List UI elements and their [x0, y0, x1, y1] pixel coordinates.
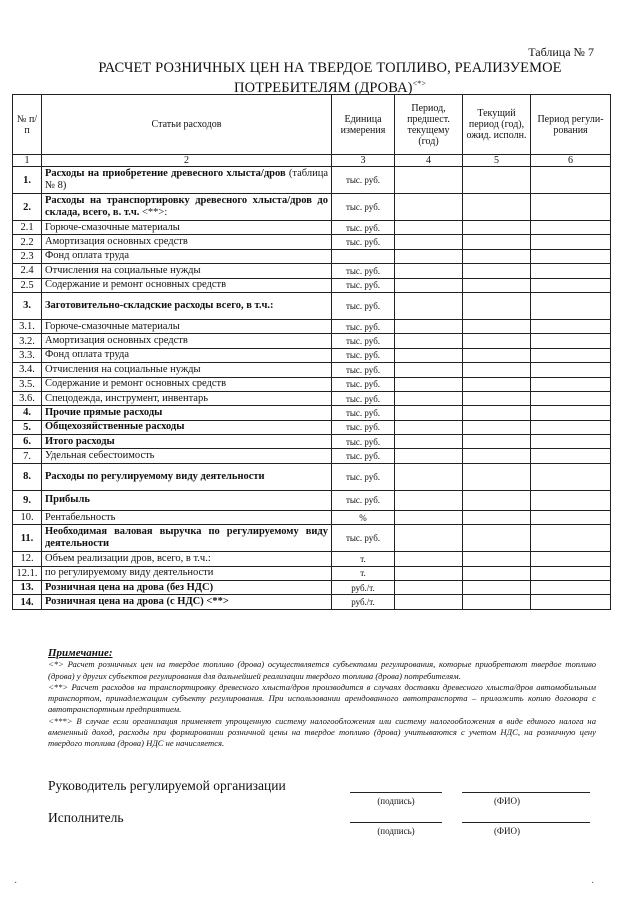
cell-prev-period[interactable]: [395, 406, 463, 420]
row-number: 3.2.: [13, 334, 42, 348]
signature-performer-name-caption: (ФИО): [493, 826, 521, 836]
cell-regulation-period[interactable]: [531, 278, 611, 292]
signature-head-sign-line: [350, 792, 442, 793]
row-item: [42, 420, 332, 434]
cell-prev-period[interactable]: [395, 510, 463, 524]
cell-prev-period[interactable]: [395, 264, 463, 278]
cell-regulation-period[interactable]: [531, 363, 611, 377]
cell-regulation-period[interactable]: [531, 463, 611, 490]
cell-current-period[interactable]: [463, 420, 531, 434]
row-number: 13.: [13, 581, 42, 595]
signature-performer-sign-line: [350, 822, 442, 823]
note-2: <**> Расчет расходов на транспортировку древесного хлыста/дров производится в случаях доставки древесного хлыста/дров автомобильным транспортом, принадлежащим субъекту регулирования. При использовании арендованного автотранспорта – приложить копию договора с автотранспортным предприятием.: [48, 681, 596, 715]
row-label: Рентабельность: [45, 511, 116, 523]
row-unit: руб./т.: [332, 581, 395, 595]
table-row: [13, 406, 611, 420]
row-unit: тыс. руб.: [332, 525, 395, 552]
col-number-2: 2: [42, 155, 332, 167]
table-row: [13, 490, 611, 510]
row-item: [42, 167, 332, 194]
cell-regulation-period[interactable]: [531, 348, 611, 362]
row-number: 3.4.: [13, 363, 42, 377]
table-row: [13, 566, 611, 580]
cell-prev-period[interactable]: [395, 525, 463, 552]
row-number: 2.4: [13, 264, 42, 278]
row-unit: тыс. руб.: [332, 391, 395, 405]
row-number: 4.: [13, 406, 42, 420]
row-number: 8.: [13, 463, 42, 490]
row-label: Необходимая валовая выручка по регулируемому виду деятельности: [45, 526, 328, 550]
cell-current-period[interactable]: [463, 363, 531, 377]
cell-regulation-period[interactable]: [531, 525, 611, 552]
table-row: [13, 235, 611, 249]
row-unit: тыс. руб.: [332, 363, 395, 377]
table-row: [13, 194, 611, 221]
table-row: [13, 292, 611, 319]
row-unit: %: [332, 510, 395, 524]
cell-regulation-period[interactable]: [531, 566, 611, 580]
cell-prev-period[interactable]: [395, 167, 463, 194]
cell-regulation-period[interactable]: [531, 377, 611, 391]
row-unit: [332, 249, 395, 263]
cell-current-period[interactable]: [463, 221, 531, 235]
title-line-2: ПОТРЕБИТЕЛЯМ (ДРОВА): [234, 79, 413, 96]
cell-regulation-period[interactable]: [531, 595, 611, 609]
row-item: [42, 435, 332, 449]
cell-current-period[interactable]: [463, 334, 531, 348]
signature-head-name-line: [462, 792, 590, 793]
row-unit: тыс. руб.: [332, 334, 395, 348]
header-unit: Единица измерения: [332, 95, 395, 155]
row-item: [42, 292, 332, 319]
col-number-4: 4: [395, 155, 463, 167]
cell-regulation-period[interactable]: [531, 249, 611, 263]
cell-regulation-period[interactable]: [531, 221, 611, 235]
row-unit: руб./т.: [332, 595, 395, 609]
row-label: Горюче-смазочные материалы: [45, 320, 180, 332]
cell-regulation-period[interactable]: [531, 264, 611, 278]
cell-current-period[interactable]: [463, 595, 531, 609]
cell-regulation-period[interactable]: [531, 490, 611, 510]
table-row: [13, 334, 611, 348]
row-label: Амортизация основных средств: [45, 236, 188, 248]
cell-regulation-period[interactable]: [531, 292, 611, 319]
row-label: Фонд оплата труда: [45, 349, 130, 361]
row-number: 3.3.: [13, 348, 42, 362]
cell-prev-period[interactable]: [395, 490, 463, 510]
header-regulation-period: Период регули-рования: [531, 95, 611, 155]
row-label: Отчисления на социальные нужды: [45, 264, 201, 276]
cell-prev-period[interactable]: [395, 292, 463, 319]
cell-current-period[interactable]: [463, 194, 531, 221]
row-number: 3.5.: [13, 377, 42, 391]
row-item: [42, 221, 332, 235]
cell-prev-period[interactable]: [395, 377, 463, 391]
cell-regulation-period[interactable]: [531, 334, 611, 348]
cell-prev-period[interactable]: [395, 595, 463, 609]
row-label: Розничная цена на дрова (без НДС): [45, 581, 214, 593]
row-number: 2.2: [13, 235, 42, 249]
row-label: Содержание и ремонт основных средств: [45, 279, 227, 291]
cell-current-period[interactable]: [463, 581, 531, 595]
row-label: Прибыль: [45, 494, 90, 506]
table-row: [13, 552, 611, 566]
row-item: [42, 510, 332, 524]
signature-head-sign-caption: (подпись): [377, 796, 415, 806]
cell-current-period[interactable]: [463, 525, 531, 552]
cell-regulation-period[interactable]: [531, 420, 611, 434]
row-item: [42, 525, 332, 552]
row-number: 3.6.: [13, 391, 42, 405]
row-number: 2.5: [13, 278, 42, 292]
row-number: 7.: [13, 449, 42, 463]
row-unit: тыс. руб.: [332, 348, 395, 362]
col-number-6: 6: [531, 155, 611, 167]
row-item: [42, 278, 332, 292]
cell-current-period[interactable]: [463, 235, 531, 249]
cell-current-period[interactable]: [463, 348, 531, 362]
row-item: [42, 581, 332, 595]
cell-current-period[interactable]: [463, 391, 531, 405]
row-label: Объем реализации дров, всего, в т.ч.:: [45, 552, 211, 564]
cell-regulation-period[interactable]: [531, 581, 611, 595]
table-row: [13, 363, 611, 377]
row-label: Удельная себестоимость: [45, 450, 155, 462]
row-number: 5.: [13, 420, 42, 434]
signature-performer-sign-caption: (подпись): [377, 826, 415, 836]
row-item: [42, 249, 332, 263]
row-label: Общехозяйственные расходы: [45, 421, 185, 433]
signature-head-name-caption: (ФИО): [493, 796, 521, 806]
signature-head-label: Руководитель регулируемой организации: [48, 778, 286, 793]
table-row: [13, 348, 611, 362]
row-number: 12.: [13, 552, 42, 566]
cell-prev-period[interactable]: [395, 194, 463, 221]
cell-prev-period[interactable]: [395, 435, 463, 449]
cell-current-period[interactable]: [463, 449, 531, 463]
cell-current-period[interactable]: [463, 249, 531, 263]
row-item: [42, 334, 332, 348]
table-row: [13, 449, 611, 463]
table-row: [13, 525, 611, 552]
signature-performer-name-line: [462, 822, 590, 823]
cell-prev-period[interactable]: [395, 581, 463, 595]
cell-current-period[interactable]: [463, 435, 531, 449]
table-row: [13, 377, 611, 391]
cell-current-period[interactable]: [463, 264, 531, 278]
row-label: Горюче-смазочные материалы: [45, 221, 180, 233]
cell-current-period[interactable]: [463, 510, 531, 524]
row-number: 11.: [13, 525, 42, 552]
col-number-5: 5: [463, 155, 531, 167]
table-row: [13, 278, 611, 292]
cell-prev-period[interactable]: [395, 449, 463, 463]
table-row: [13, 167, 611, 194]
table-row: [13, 463, 611, 490]
row-unit: тыс. руб.: [332, 406, 395, 420]
row-item: [42, 377, 332, 391]
header-prev-period: Период, предшест. текущему (год): [395, 95, 463, 155]
row-item: [42, 194, 332, 221]
signature-performer-label: Исполнитель: [48, 810, 124, 825]
row-item: [42, 363, 332, 377]
row-unit: тыс. руб.: [332, 463, 395, 490]
cell-current-period[interactable]: [463, 552, 531, 566]
cell-regulation-period[interactable]: [531, 167, 611, 194]
row-number: 14.: [13, 595, 42, 609]
cell-regulation-period[interactable]: [531, 406, 611, 420]
table-row: [13, 221, 611, 235]
row-unit: тыс. руб.: [332, 278, 395, 292]
row-number: 3.: [13, 292, 42, 319]
notes-title: Примечание:: [48, 647, 113, 659]
row-unit: тыс. руб.: [332, 490, 395, 510]
cell-prev-period[interactable]: [395, 319, 463, 333]
row-label: Расходы на транспортировку древесного хлыста/дров до склада, всего, в. т.ч.: [45, 195, 328, 218]
cell-current-period[interactable]: [463, 490, 531, 510]
table-row: [13, 420, 611, 434]
row-label: Заготовительно-складские расходы всего, в т.ч.:: [45, 299, 274, 311]
header-item: Статьи расходов: [42, 95, 332, 155]
cell-regulation-period[interactable]: [531, 449, 611, 463]
cell-prev-period[interactable]: [395, 249, 463, 263]
row-unit: т.: [332, 552, 395, 566]
cell-current-period[interactable]: [463, 377, 531, 391]
row-unit: тыс. руб.: [332, 167, 395, 194]
row-number: 2.1: [13, 221, 42, 235]
page-title: [60, 60, 600, 96]
table-row: [13, 391, 611, 405]
cell-prev-period[interactable]: [395, 420, 463, 434]
header-current-period: Текущий период (год), ожид. исполн.: [463, 95, 531, 155]
row-label: Содержание и ремонт основных средств: [45, 378, 227, 390]
cell-prev-period[interactable]: [395, 363, 463, 377]
row-label: Расходы на приобретение древесного хлыста/дров: [45, 168, 286, 179]
row-number: 10.: [13, 510, 42, 524]
table-row: [13, 581, 611, 595]
row-label: Прочие прямые расходы: [45, 406, 163, 418]
row-item: [42, 566, 332, 580]
cell-regulation-period[interactable]: [531, 435, 611, 449]
row-number: 1.: [13, 167, 42, 194]
row-number: 2.: [13, 194, 42, 221]
cell-prev-period[interactable]: [395, 463, 463, 490]
row-item: [42, 552, 332, 566]
row-label: Амортизация основных средств: [45, 335, 188, 347]
row-label-suffix: (таблица № 8): [45, 168, 329, 191]
table-row: [13, 595, 611, 609]
row-unit: тыс. руб.: [332, 292, 395, 319]
row-unit: т.: [332, 566, 395, 580]
row-label: по регулируемому виду деятельности: [45, 567, 214, 579]
row-label: Отчисления на социальные нужды: [45, 363, 201, 375]
row-label: Расходы по регулируемому виду деятельности: [45, 470, 265, 482]
cell-current-period[interactable]: [463, 463, 531, 490]
cell-current-period[interactable]: [463, 292, 531, 319]
cell-current-period[interactable]: [463, 319, 531, 333]
cell-regulation-period[interactable]: [531, 319, 611, 333]
cell-prev-period[interactable]: [395, 278, 463, 292]
row-item: [42, 235, 332, 249]
table-row: [13, 319, 611, 333]
title-footnote-mark: <*>: [412, 79, 426, 88]
col-number-3: 3: [332, 155, 395, 167]
scan-speck: ·: [591, 878, 595, 889]
row-item: [42, 406, 332, 420]
header-num: № п/п: [13, 95, 42, 155]
title-line-1: РАСЧЕТ РОЗНИЧНЫХ ЦЕН НА ТВЕРДОЕ ТОПЛИВО, РЕАЛИЗУЕМОЕ: [98, 60, 562, 76]
scan-speck: ·: [14, 878, 18, 889]
row-unit: тыс. руб.: [332, 221, 395, 235]
cell-prev-period[interactable]: [395, 235, 463, 249]
row-unit: тыс. руб.: [332, 264, 395, 278]
cell-regulation-period[interactable]: [531, 235, 611, 249]
row-number: 2.3: [13, 249, 42, 263]
row-number: 9.: [13, 490, 42, 510]
row-item: [42, 348, 332, 362]
cell-current-period[interactable]: [463, 406, 531, 420]
notes: [48, 648, 596, 750]
row-item: [42, 595, 332, 609]
row-item: [42, 449, 332, 463]
row-item: [42, 391, 332, 405]
cell-regulation-period[interactable]: [531, 552, 611, 566]
table-row: [13, 264, 611, 278]
cell-current-period[interactable]: [463, 167, 531, 194]
row-label-suffix: <**>:: [139, 207, 168, 218]
row-unit: тыс. руб.: [332, 319, 395, 333]
row-item: [42, 319, 332, 333]
row-number: 12.1.: [13, 566, 42, 580]
cell-prev-period[interactable]: [395, 391, 463, 405]
row-unit: тыс. руб.: [332, 377, 395, 391]
row-item: [42, 490, 332, 510]
row-label: Розничная цена на дрова (с НДС) <**>: [45, 596, 229, 608]
price-calculation-table: [12, 94, 611, 610]
table-number: Таблица № 7: [528, 45, 594, 59]
table-row: [13, 249, 611, 263]
cell-regulation-period[interactable]: [531, 510, 611, 524]
cell-regulation-period[interactable]: [531, 391, 611, 405]
row-unit: тыс. руб.: [332, 235, 395, 249]
row-label: Итого расходы: [45, 435, 115, 447]
cell-prev-period[interactable]: [395, 348, 463, 362]
row-number: 6.: [13, 435, 42, 449]
row-label: Спецодежда, инструмент, инвентарь: [45, 392, 209, 404]
table-row: [13, 435, 611, 449]
note-1: <*> Расчет розничных цен на твердое топливо (дрова) осуществляется субъектами регулирования, которые приобретают твердое топливо (дрова) у других субъектов регулирования для дальнейшей реализации твердого топлива (дрова) потребителям.: [48, 659, 596, 681]
table-row: [13, 510, 611, 524]
cell-regulation-period[interactable]: [531, 194, 611, 221]
row-item: [42, 264, 332, 278]
cell-prev-period[interactable]: [395, 334, 463, 348]
row-unit: тыс. руб.: [332, 435, 395, 449]
col-number-1: 1: [13, 155, 42, 167]
row-unit: тыс. руб.: [332, 449, 395, 463]
note-3: <***> В случае если организация применяет упрощенную систему налогообложения или систему налогообложения в виде единого налога на вмененный доход, расходы при формировании розничной цены на твердое топливо (дрова) учитываются с учетом НДС, на розничную цену твердого топлива (дрова) НДС не начисляется.: [48, 715, 596, 749]
row-unit: тыс. руб.: [332, 194, 395, 221]
row-number: 3.1.: [13, 319, 42, 333]
cell-prev-period[interactable]: [395, 566, 463, 580]
row-item: [42, 463, 332, 490]
row-unit: тыс. руб.: [332, 420, 395, 434]
cell-prev-period[interactable]: [395, 221, 463, 235]
cell-current-period[interactable]: [463, 278, 531, 292]
cell-prev-period[interactable]: [395, 552, 463, 566]
row-label: Фонд оплата труда: [45, 250, 130, 262]
cell-current-period[interactable]: [463, 566, 531, 580]
